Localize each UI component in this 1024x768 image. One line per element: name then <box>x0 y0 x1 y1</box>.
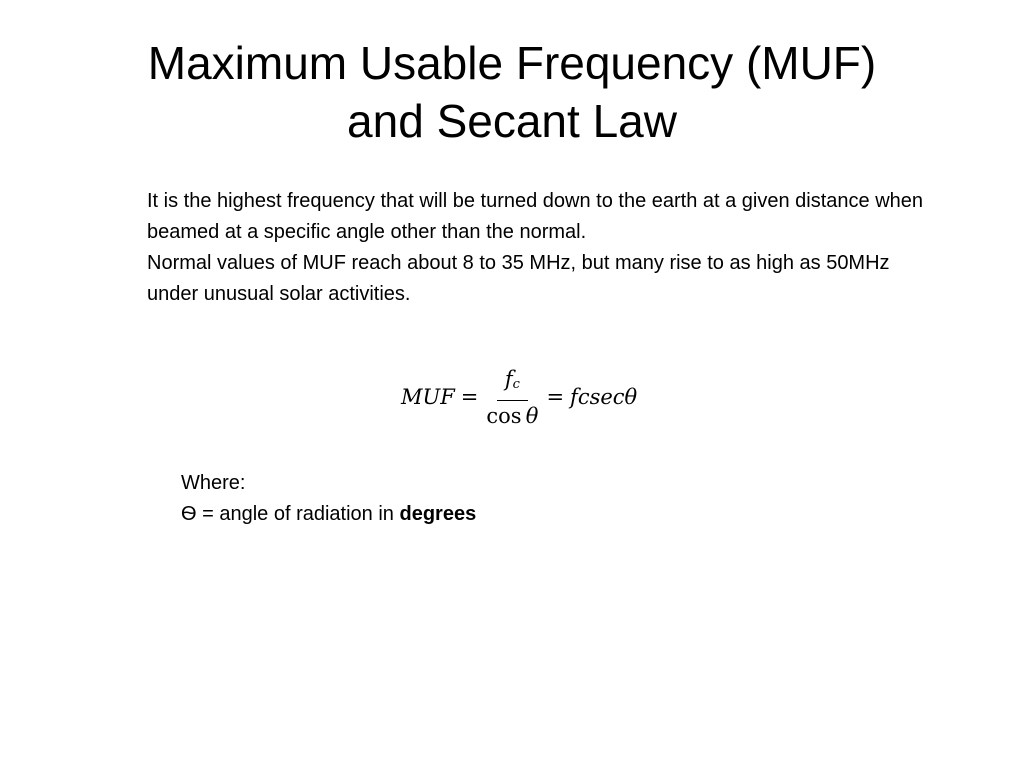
formula-lhs: MUF <box>401 385 455 409</box>
fraction-numerator <box>497 366 528 401</box>
definition-paragraph: It is the highest frequency that will be turned down to the earth at a given distance when beamed at a specific angle other than the normal. <box>147 190 924 243</box>
where-heading: Where: <box>181 472 246 494</box>
fraction-denominator <box>486 401 538 429</box>
title-line-2: and Secant Law <box>347 95 677 147</box>
muf-formula <box>401 362 637 432</box>
theta-definition-unit: degrees <box>399 503 477 525</box>
formula-fraction <box>486 366 538 429</box>
formula-equals-1: = <box>460 385 479 409</box>
where-block <box>181 468 476 530</box>
formula-rhs: fcsecθ <box>570 385 638 409</box>
title-line-1: Maximum Usable Frequency (MUF) <box>147 37 877 89</box>
numerator-subscript: c <box>512 376 520 392</box>
slide-title <box>40 34 984 150</box>
numerator-symbol: f <box>504 366 513 391</box>
normal-values-paragraph: Normal values of MUF reach about 8 to 35 MHz, but many rise to as high as 50MHz under unusual solar activities. <box>147 252 890 305</box>
formula-equals-2: = <box>546 385 565 409</box>
denominator-var: θ <box>525 403 539 428</box>
body-text <box>147 186 937 310</box>
theta-definition-text: Ѳ = angle of radiation in <box>181 503 400 525</box>
denominator-func: cos <box>486 403 522 428</box>
theta-definition <box>181 499 476 530</box>
